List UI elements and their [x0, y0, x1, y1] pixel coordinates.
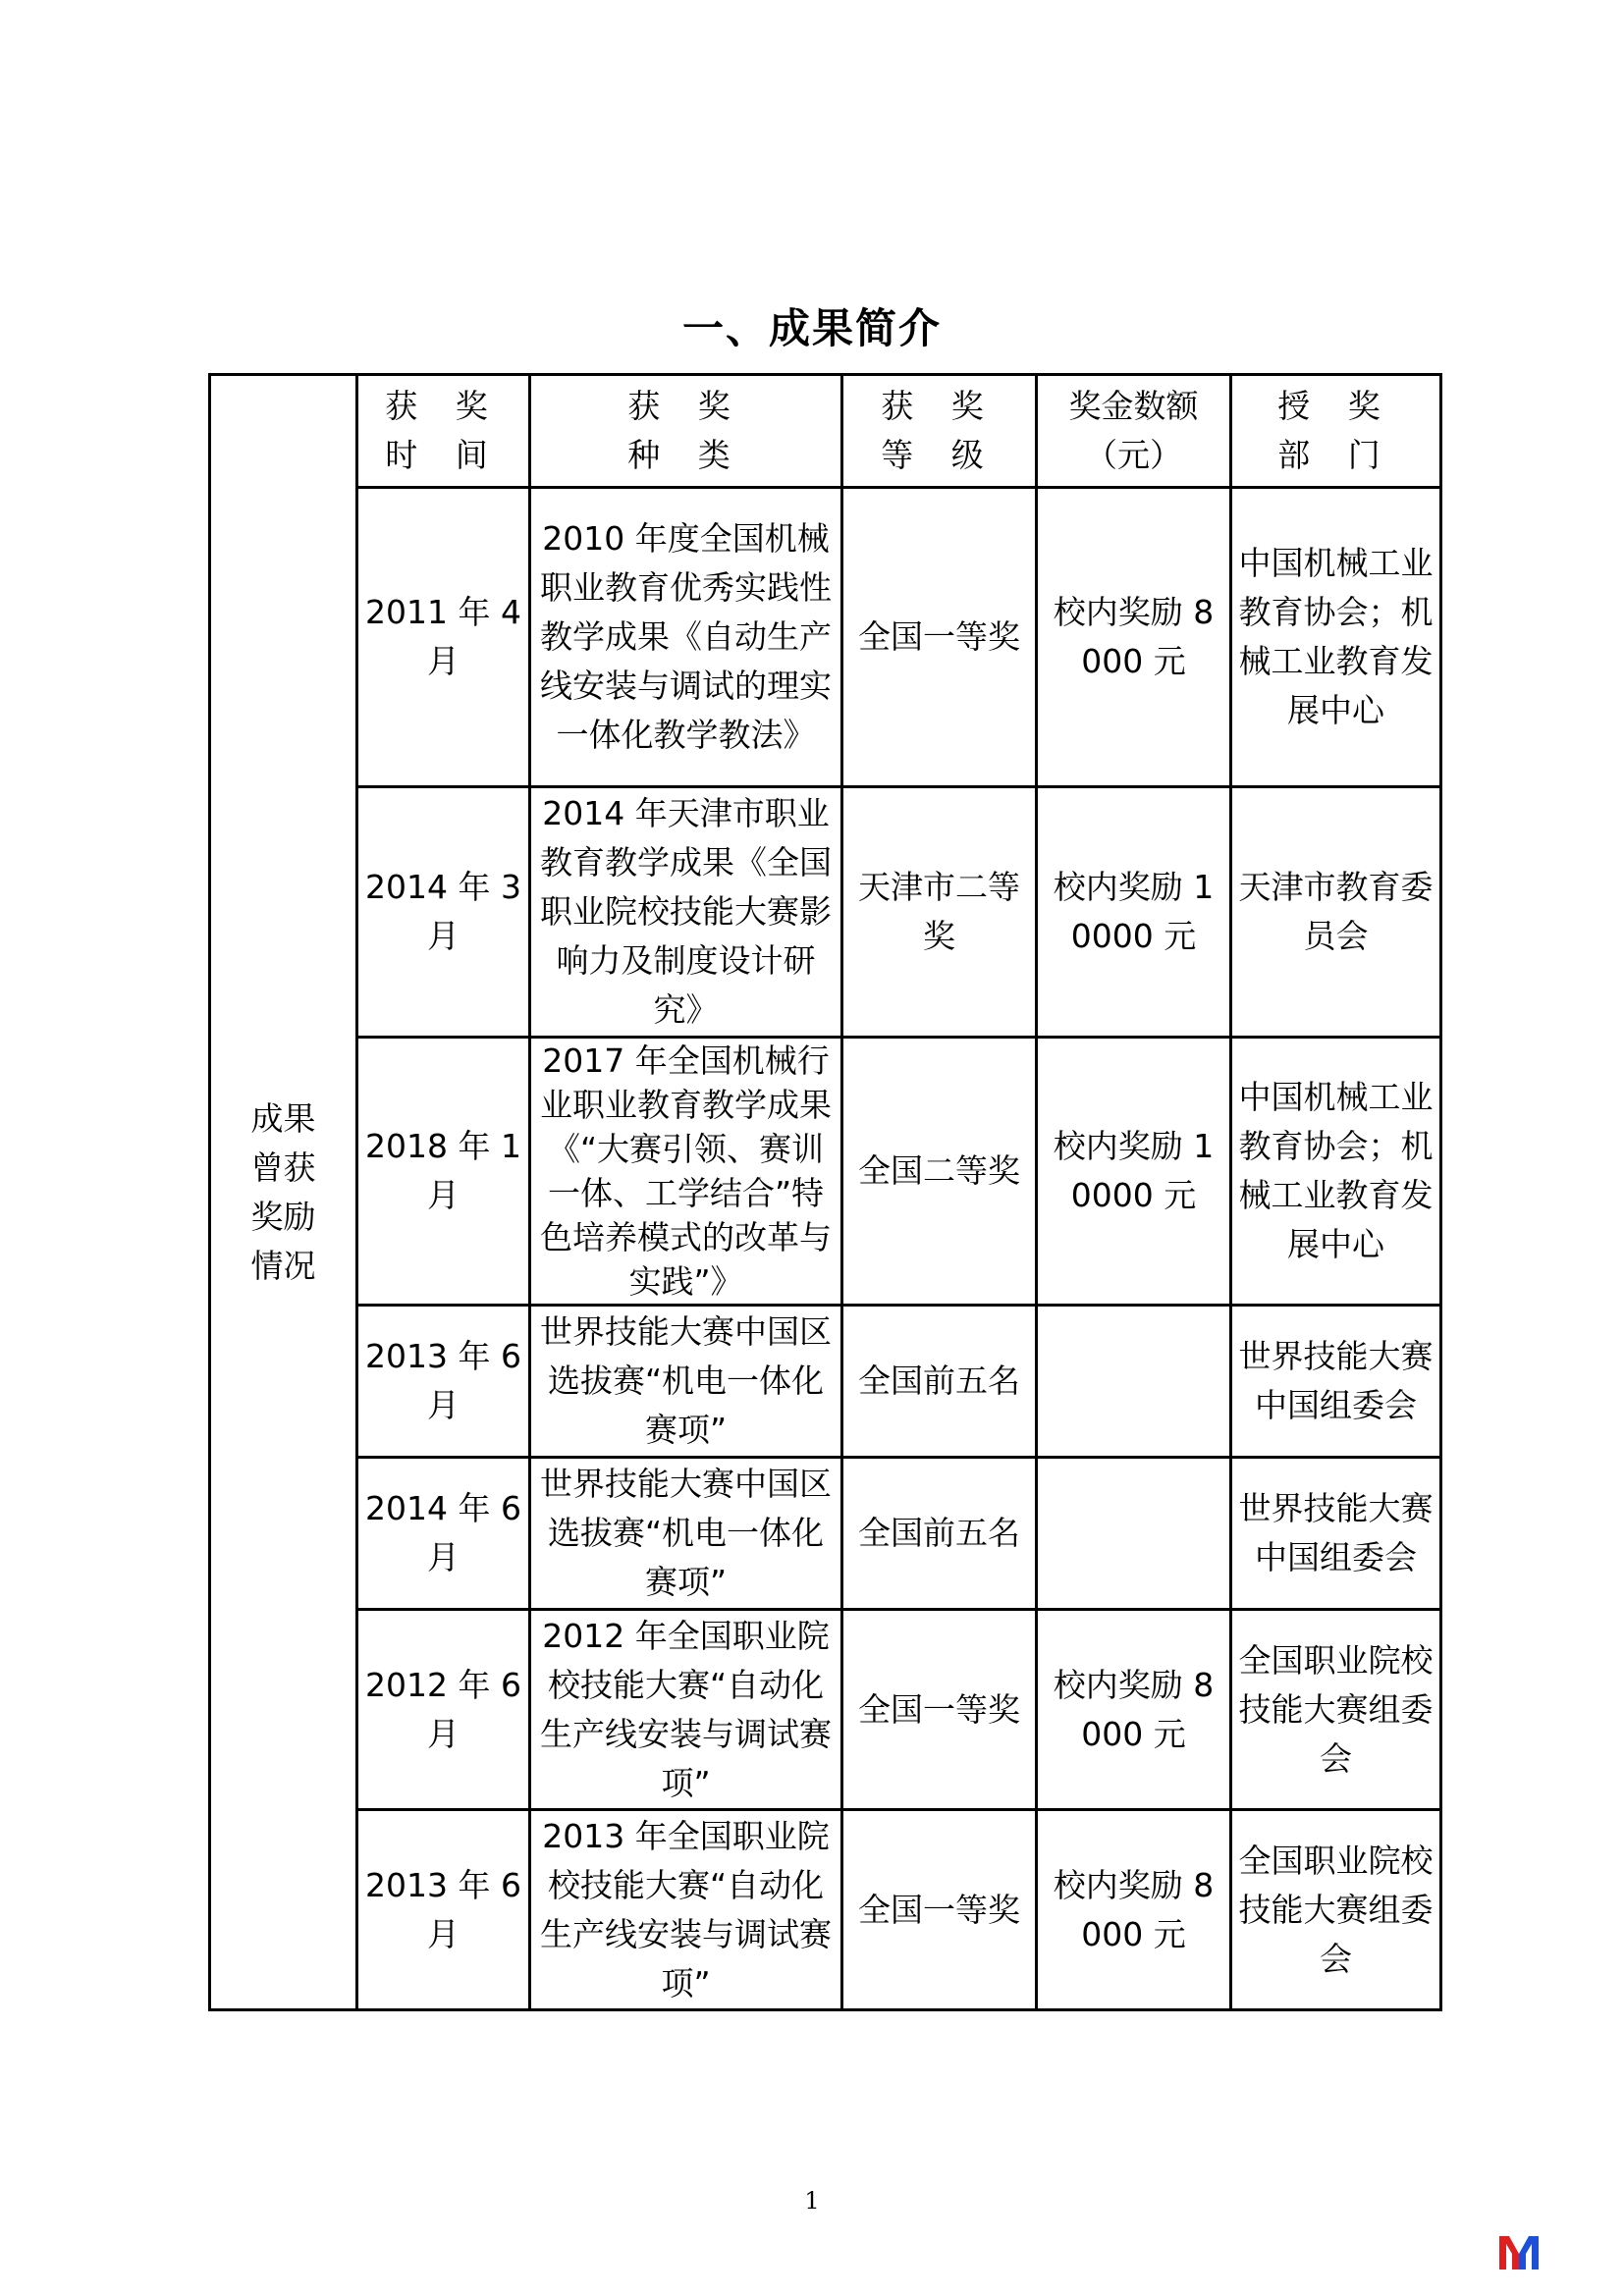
award-department: 全国职业院校技能大赛组委会 [1231, 1810, 1441, 2010]
award-amount: 校内奖励 10000 元 [1037, 1038, 1231, 1306]
award-department: 全国职业院校技能大赛组委会 [1231, 1610, 1441, 1810]
award-time: 2014 年 3 月 [357, 787, 530, 1038]
award-amount: 校内奖励 8000 元 [1037, 1610, 1231, 1810]
award-level: 全国前五名 [842, 1458, 1037, 1610]
header-line: 获 奖 [627, 387, 744, 425]
award-time: 2011 年 4 月 [357, 488, 530, 787]
header-line: 种 类 [627, 436, 744, 474]
table-row [210, 787, 1441, 1038]
award-level: 全国一等奖 [842, 1810, 1037, 2010]
page-number: 1 [804, 2187, 820, 2215]
award-category: 世界技能大赛中国区选拔赛“机电一体化赛项” [530, 1458, 842, 1610]
header-time [357, 375, 530, 488]
header-line: 获 奖 [881, 387, 998, 425]
award-department: 世界技能大赛中国组委会 [1231, 1458, 1441, 1610]
award-category: 2012 年全国职业院校技能大赛“自动化生产线安装与调试赛项” [530, 1610, 842, 1810]
table-row [210, 1610, 1441, 1810]
award-category: 2014 年天津市职业教育教学成果《全国职业院校技能大赛影响力及制度设计研究》 [530, 787, 842, 1038]
header-department [1231, 375, 1441, 488]
award-level: 全国一等奖 [842, 488, 1037, 787]
header-line: 部 门 [1277, 436, 1394, 474]
table-row [210, 1458, 1441, 1610]
header-line: 授 奖 [1277, 387, 1394, 425]
award-department: 中国机械工业教育协会；机械工业教育发展中心 [1231, 1038, 1441, 1306]
award-time: 2014 年 6 月 [357, 1458, 530, 1610]
side-label-line: 情况 [250, 1246, 316, 1285]
award-amount [1037, 1458, 1231, 1610]
award-time: 2012 年 6 月 [357, 1610, 530, 1810]
award-level: 全国一等奖 [842, 1610, 1037, 1810]
award-level: 全国前五名 [842, 1306, 1037, 1458]
award-amount: 校内奖励 10000 元 [1037, 787, 1231, 1038]
side-label [210, 375, 357, 2010]
award-amount: 校内奖励 8000 元 [1037, 1810, 1231, 2010]
award-department: 天津市教育委员会 [1231, 787, 1441, 1038]
award-amount [1037, 1306, 1231, 1458]
awards-table [208, 373, 1442, 2011]
award-time: 2018 年 1 月 [357, 1038, 530, 1306]
award-department: 世界技能大赛中国组委会 [1231, 1306, 1441, 1458]
header-line: 时 间 [385, 436, 502, 474]
header-row [210, 375, 1441, 488]
award-category: 世界技能大赛中国区选拔赛“机电一体化赛项” [530, 1306, 842, 1458]
side-label-line: 奖励 [250, 1197, 316, 1236]
award-category: 2013 年全国职业院校技能大赛“自动化生产线安装与调试赛项” [530, 1810, 842, 2010]
header-level [842, 375, 1037, 488]
table-row [210, 1038, 1441, 1306]
award-category: 2017 年全国机械行业职业教育教学成果《“大赛引领、赛训一体、工学结合”特色培养模式的改革与实践”》 [530, 1038, 842, 1306]
award-level: 天津市二等奖 [842, 787, 1037, 1038]
header-line: 获 奖 [385, 387, 502, 425]
table-row [210, 1306, 1441, 1458]
header-line: （元） [1085, 436, 1182, 474]
side-label-line: 成果 [250, 1098, 316, 1138]
award-department: 中国机械工业教育协会；机械工业教育发展中心 [1231, 488, 1441, 787]
header-line: 奖金数额 [1068, 387, 1199, 425]
award-level: 全国二等奖 [842, 1038, 1037, 1306]
table-row [210, 488, 1441, 787]
header-category [530, 375, 842, 488]
table-row [210, 1810, 1441, 2010]
header-amount [1037, 375, 1231, 488]
page-title: 一、成果简介 [681, 304, 942, 352]
header-line: 等 级 [881, 436, 998, 474]
award-category: 2010 年度全国机械职业教育优秀实践性教学成果《自动生产线安装与调试的理实一体化教学教法》 [530, 488, 842, 787]
award-time: 2013 年 6 月 [357, 1810, 530, 2010]
award-time: 2013 年 6 月 [357, 1306, 530, 1458]
m-logo-icon [1496, 2228, 1542, 2273]
award-amount: 校内奖励 8000 元 [1037, 488, 1231, 787]
side-label-line: 曾获 [250, 1148, 316, 1187]
